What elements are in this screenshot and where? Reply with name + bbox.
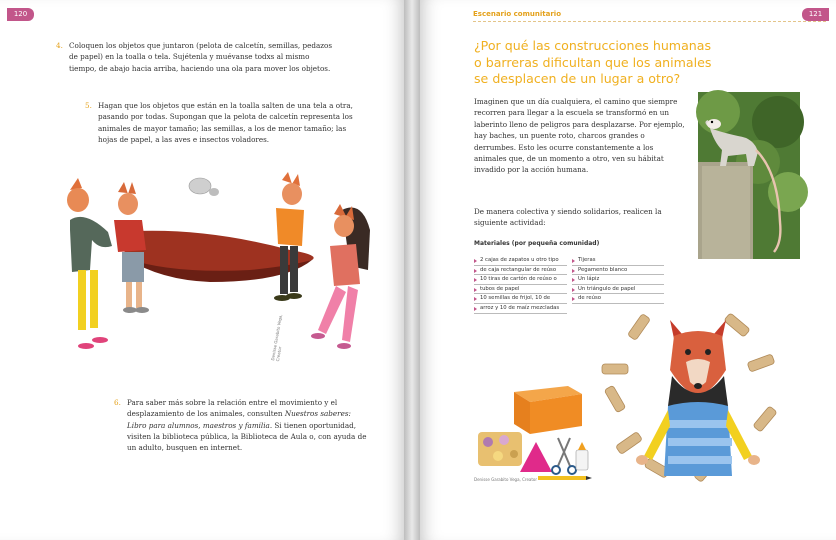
left-page <box>0 0 404 540</box>
material-item: Pegamento blanco <box>572 266 664 276</box>
section-label: Escenario comunitario <box>473 10 561 18</box>
material-item: Un lápiz <box>572 275 664 285</box>
pencil <box>538 476 592 480</box>
child-fox-mask-illustration <box>602 306 802 496</box>
material-item-continued: de caja rectangular de reúso <box>474 266 567 276</box>
step-4-text: Coloquen los objetos que juntaron (pelota de calcetín, semillas, pedazos de papel) en la toalla o tela. Sujétenla y muévanse todxs al mismo tiempo, de abajo hacia arriba, haciendo una ola para mover los objetos. <box>69 41 333 73</box>
kid-1 <box>67 178 112 349</box>
illustration-credit-right: Denisse Garabito Vega, Creator <box>474 477 538 482</box>
opossum-photo <box>698 92 800 259</box>
illustration-credit-left: Denisse Garabito Vega, Creator <box>270 313 284 362</box>
seeds <box>478 432 522 466</box>
page-number-right: 121 <box>802 8 829 21</box>
step-4-number: 4. <box>56 41 63 50</box>
material-item: 10 tiras de cartón de reúso o <box>474 275 567 285</box>
material-item-continued: tubos de papel <box>474 285 567 295</box>
section-heading: ¿Por qué las construcciones humanas o barreras dificultan que los animales se desplacen de un lugar a otro? <box>474 38 712 86</box>
step-5 <box>85 100 361 145</box>
material-item: 10 semillas de frijol, 10 de <box>474 294 567 304</box>
shoe-box <box>514 386 582 434</box>
page-number-left: 120 <box>7 8 34 21</box>
kid-3 <box>274 172 304 301</box>
book-title: Nuestros saberes: Libro para alumnos, maestros y familia <box>127 409 351 430</box>
step-6 <box>114 397 367 453</box>
kid-2 <box>114 182 149 313</box>
step-6-text-before: Para saber más sobre la relación entre el movimiento y el desplazamiento de los animales, consulten <box>127 398 338 419</box>
material-item: Tijeras <box>572 256 664 266</box>
section-divider <box>473 21 826 22</box>
materials-title: Materiales (por pequeña comunidad) <box>474 240 600 247</box>
step-5-text: Hagan que los objetos que están en la toalla salten de una tela a otra, pasando por todas. Supongan que la pelota de calcetín representa los animales de mayor tamaño; las semillas, a los de menor tamaño; las hojas de papel, a las aves e insectos voladores. <box>98 101 353 144</box>
step-4 <box>56 40 334 74</box>
paragraph-2: De manera colectiva y siendo solidarios, realicen la siguiente actividad: <box>474 207 662 228</box>
material-item: Un triángulo de papel <box>572 285 664 295</box>
materials-list-2 <box>572 256 664 304</box>
kid-4 <box>311 204 370 349</box>
step-6-number: 6. <box>114 398 121 407</box>
step-5-number: 5. <box>85 101 92 110</box>
kids-with-cloth-illustration <box>50 170 380 370</box>
sock-ball <box>189 178 211 194</box>
materials-list-1 <box>474 256 567 314</box>
right-page <box>420 0 836 540</box>
material-item: 2 cajas de zapatos u otro tipo <box>474 256 567 266</box>
book-gutter <box>404 0 420 540</box>
paper-triangle <box>520 442 552 472</box>
paragraph-1: Imaginen que un día cualquiera, el camino que siempre recorren para llegar a la escuela se transformó en un laberinto lleno de peligros para desplazarse. Por ejemplo, hay baches, un puente roto, charcos grandes o derrumbes. Esto les ocurre constantemente a los animales que, de un momento a otro, ven su hábitat invadido por la acción humana. <box>474 97 685 175</box>
scissors <box>552 438 576 474</box>
step-6-text-after: . Si tienen oportunidad, visiten la biblioteca pública, la Biblioteca de Aula o, con ayuda de un adulto, busquen en internet. <box>127 420 367 453</box>
material-item-continued: de reúso <box>572 294 664 304</box>
material-item-continued: arroz y 10 de maíz mezcladas <box>474 304 567 314</box>
glue-bottle <box>576 442 588 470</box>
